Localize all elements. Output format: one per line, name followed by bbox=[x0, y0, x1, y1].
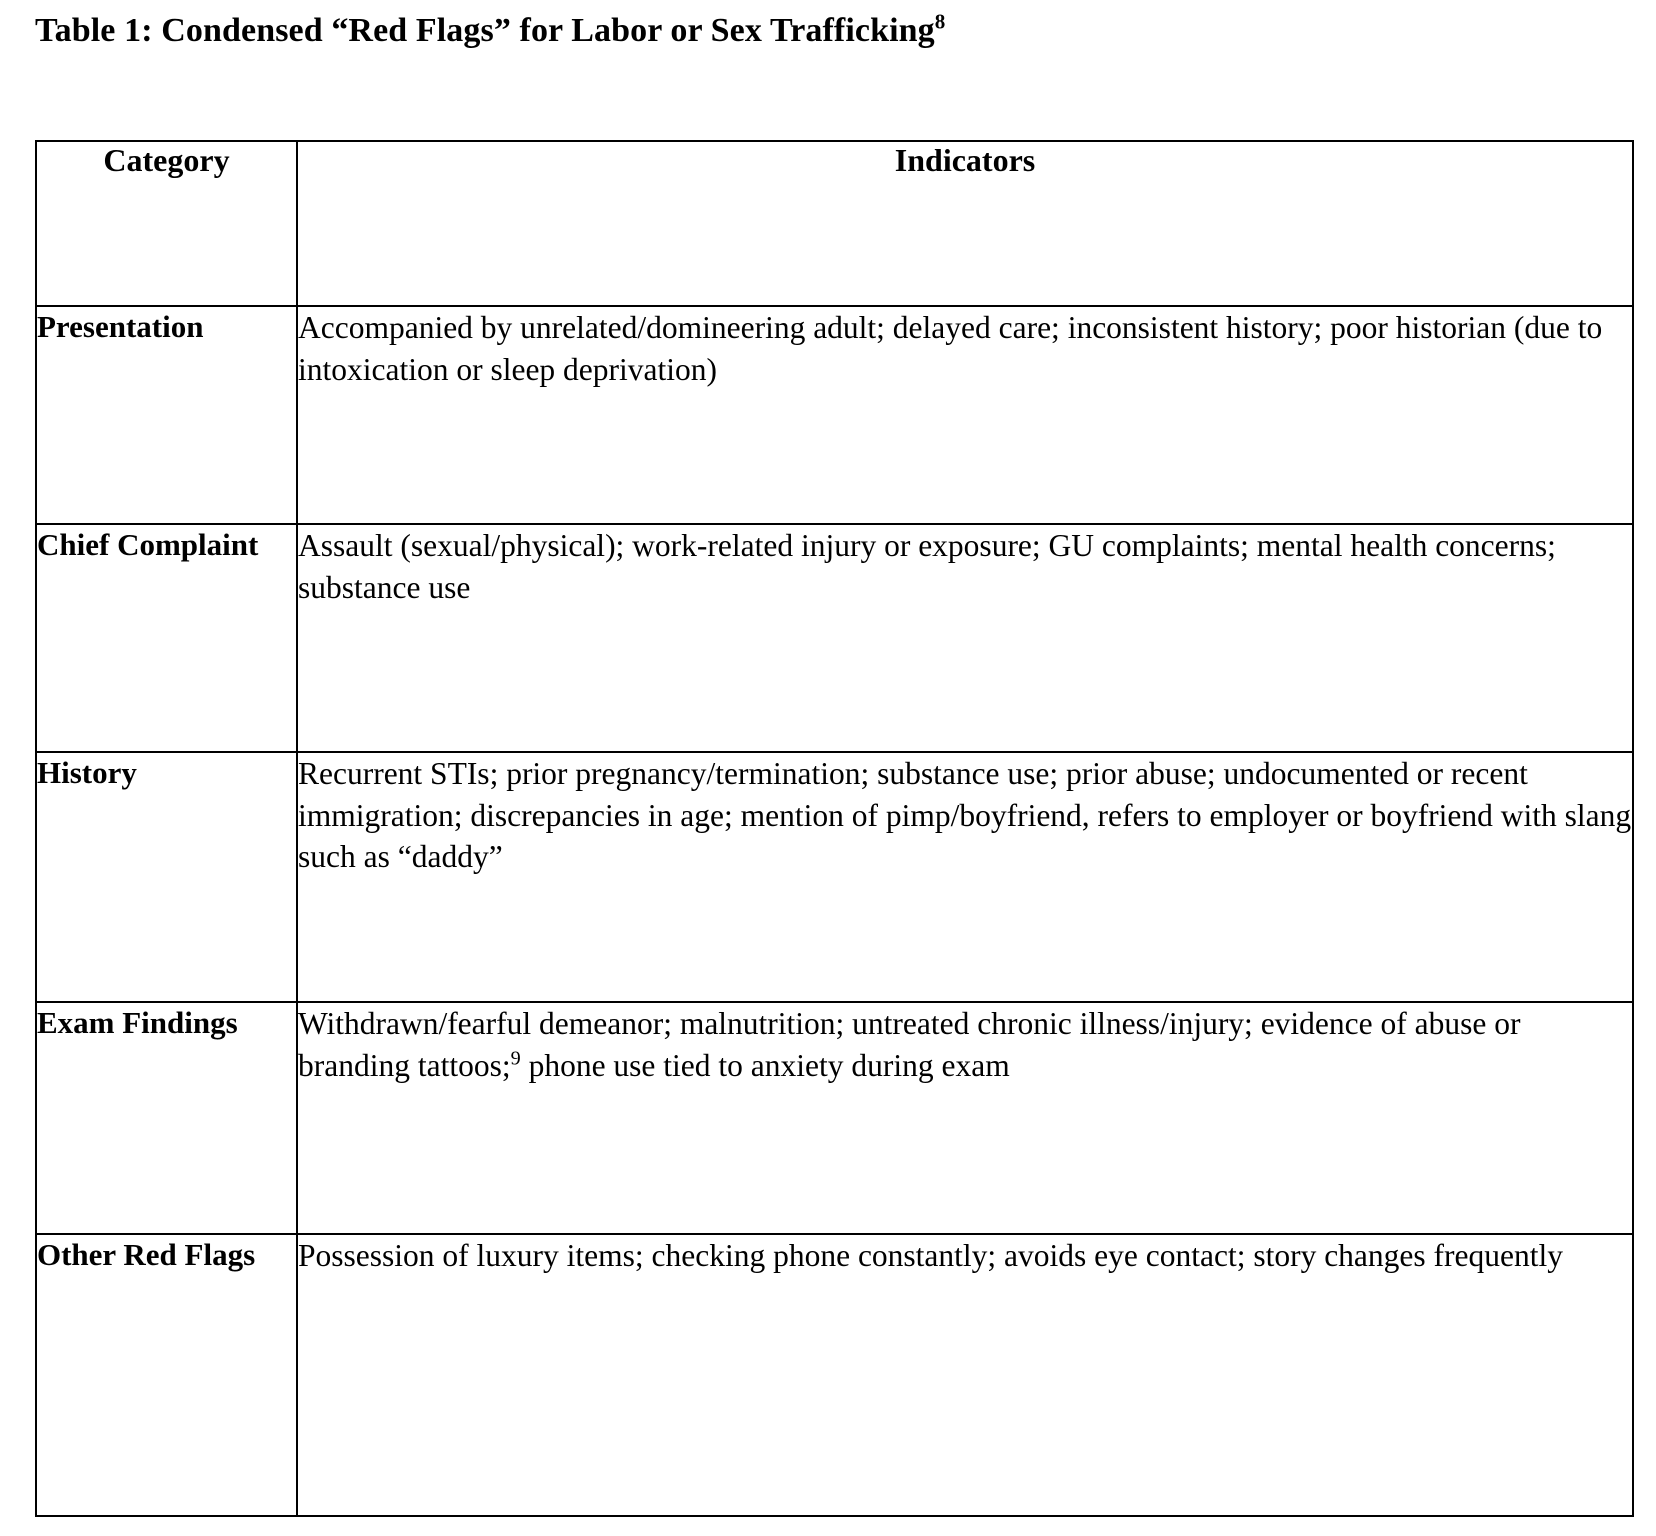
row-category-other-red-flags: Other Red Flags bbox=[36, 1234, 297, 1516]
table-row bbox=[36, 306, 1633, 524]
table-header-row bbox=[36, 141, 1633, 306]
exam-findings-text-part2: phone use tied to anxiety during exam bbox=[520, 1047, 1010, 1083]
row-indicators-history: Recurrent STIs; prior pregnancy/termination; substance use; prior abuse; undocumented or recent immigration; discrepancies in age; mention of pimp/boyfriend, refers to employer or boyfriend with slang such as “daddy” bbox=[297, 752, 1633, 1002]
table-row bbox=[36, 524, 1633, 752]
red-flags-table bbox=[35, 140, 1634, 1517]
row-category-exam-findings: Exam Findings bbox=[36, 1002, 297, 1234]
table-caption bbox=[35, 10, 945, 53]
exam-findings-footnote-marker: 9 bbox=[510, 1047, 521, 1070]
table-row bbox=[36, 1234, 1633, 1516]
row-category-history: History bbox=[36, 752, 297, 1002]
table-row bbox=[36, 752, 1633, 1002]
row-category-presentation: Presentation bbox=[36, 306, 297, 524]
column-header-indicators: Indicators bbox=[297, 141, 1633, 306]
table-caption-footnote-marker: 8 bbox=[934, 9, 946, 34]
row-indicators-presentation: Accompanied by unrelated/domineering adult; delayed care; inconsistent history; poor historian (due to intoxication or sleep deprivation) bbox=[297, 306, 1633, 524]
table-header bbox=[36, 141, 1633, 306]
table-body bbox=[36, 306, 1633, 1516]
table-row bbox=[36, 1002, 1633, 1234]
exam-findings-text-part1: Withdrawn/fearful demeanor; malnutrition; untreated chronic illness/injury; evidence of abuse or branding tattoos; bbox=[298, 1006, 1521, 1083]
row-indicators-other-red-flags: Possession of luxury items; checking phone constantly; avoids eye contact; story changes frequently bbox=[297, 1234, 1633, 1516]
row-indicators-chief-complaint: Assault (sexual/physical); work-related injury or exposure; GU complaints; mental health concerns; substance use bbox=[297, 524, 1633, 752]
row-category-chief-complaint: Chief Complaint bbox=[36, 524, 297, 752]
column-header-category: Category bbox=[36, 141, 297, 306]
row-indicators-exam-findings bbox=[297, 1002, 1633, 1234]
table-caption-text: Table 1: Condensed “Red Flags” for Labor or Sex Trafficking bbox=[35, 12, 935, 49]
